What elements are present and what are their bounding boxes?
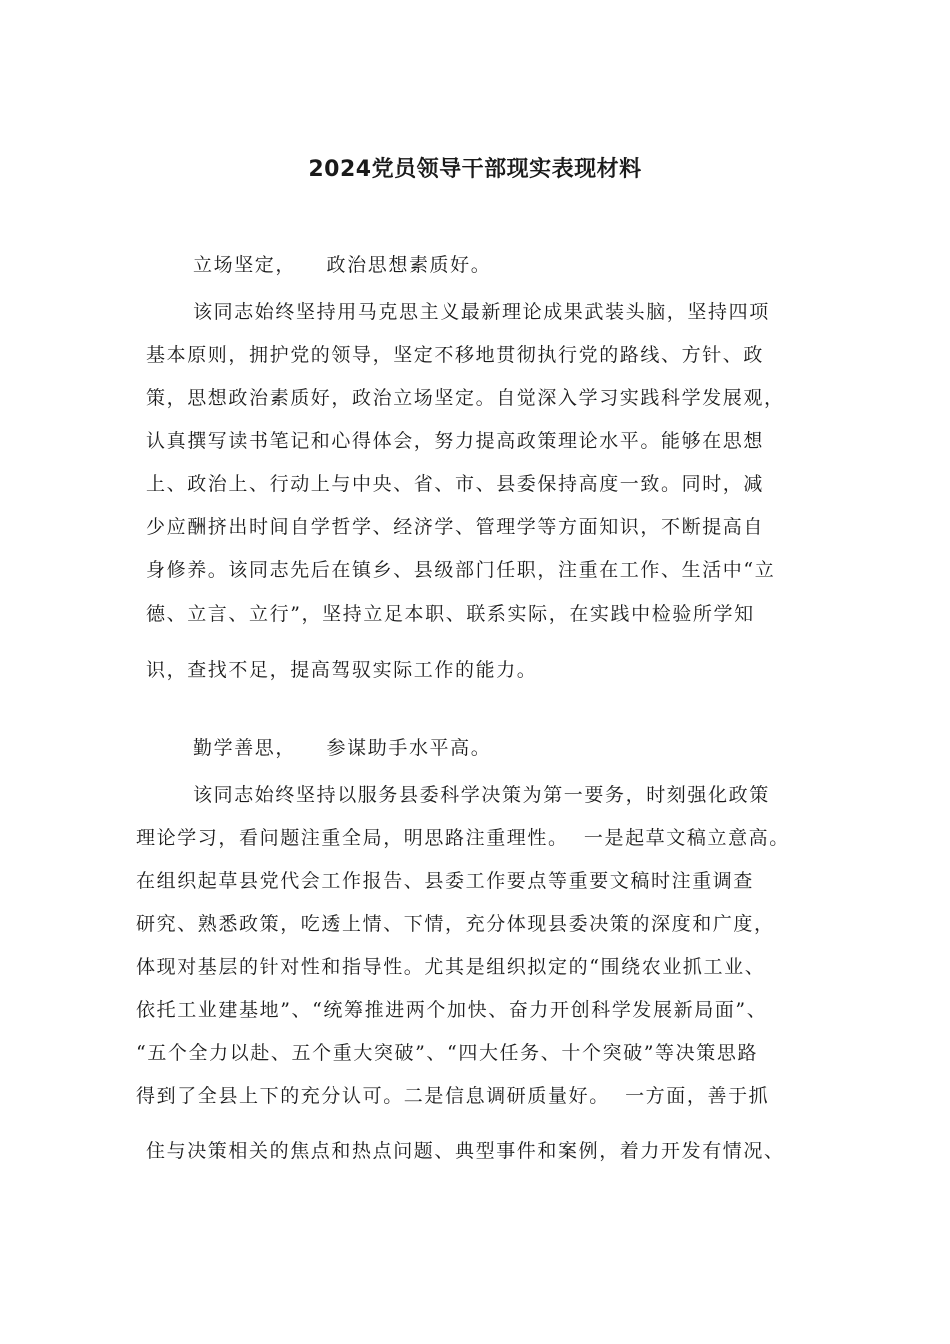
paragraph-line: 依托工业建基地”、“统筹推进两个加快、奋力开创科学发展新局面”、	[136, 999, 768, 1021]
paragraph-line: 住与决策相关的焦点和热点问题、典型事件和案例，着力开发有情况、	[146, 1140, 785, 1162]
paragraph-line: 得到了全县上下的充分认可。二是信息调研质量好。 一方面，善于抓	[136, 1085, 770, 1107]
paragraph-line: 上、政治上、行动上与中央、省、市、县委保持高度一致。同时，减	[146, 473, 765, 495]
paragraph-line: 身修养。该同志先后在镇乡、县级部门任职，注重在工作、生活中“立	[146, 559, 776, 581]
paragraph-line: 认真撰写读书笔记和心得体会，努力提高政策理论水平。能够在思想	[146, 430, 765, 452]
paragraph-line: “五个全力以赴、五个重大突破”、“四大任务、十个突破”等决策思路	[136, 1042, 759, 1064]
section-heading-2: 勤学善思， 参谋助手水平高。	[193, 737, 492, 759]
paragraph-line: 策，思想政治素质好，政治立场坚定。自觉深入学习实践科学发展观，	[146, 387, 785, 409]
paragraph-line: 研究、熟悉政策，吃透上情、下情，充分体现县委决策的深度和广度，	[136, 913, 775, 935]
paragraph-line: 识，查找不足，提高驾驭实际工作的能力。	[146, 659, 538, 681]
paragraph-line: 体现对基层的针对性和指导性。尤其是组织拟定的“围绕农业抓工业、	[136, 956, 766, 978]
paragraph-line: 德、立言、立行”，坚持立足本职、联系实际，在实践中检验所学知	[146, 603, 755, 625]
paragraph-line: 基本原则，拥护党的领导，坚定不移地贯彻执行党的路线、方针、政	[146, 344, 765, 366]
section-heading-1: 立场坚定， 政治思想素质好。	[193, 254, 492, 276]
document-title: 2024党员领导干部现实表现材料	[308, 157, 642, 182]
paragraph-line: 少应酬挤出时间自学哲学、经济学、管理学等方面知识，不断提高自	[146, 516, 765, 538]
paragraph-line: 该同志始终坚持以服务县委科学决策为第一要务，时刻强化政策	[193, 784, 770, 806]
paragraph-line: 该同志始终坚持用马克思主义最新理论成果武装头脑，坚持四项	[193, 301, 770, 323]
paragraph-line: 在组织起草县党代会工作报告、县委工作要点等重要文稿时注重调查	[136, 870, 755, 892]
paragraph-line: 理论学习，看问题注重全局，明思路注重理性。 一是起草文稿立意高。	[136, 827, 790, 849]
